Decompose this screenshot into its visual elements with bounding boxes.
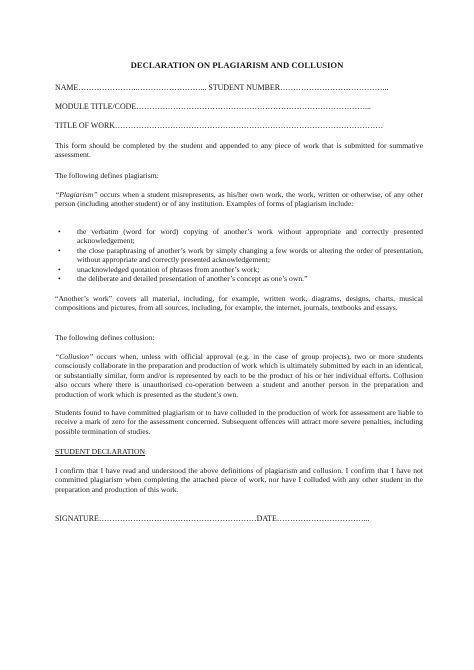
bullet-icon: • (58, 245, 61, 255)
anothers-work-paragraph: “Another’s work” covers all material, including, for example, written work, diagrams, designs, charts, musical compositions and pictures, from all sources, including, for example, the internet, journals, textbooks and essays. (55, 294, 423, 313)
list-item: • the close paraphrasing of another’s work by simply changing a few words or altering the order of presentation, without appropriate and correctly presented acknowledgement; (58, 245, 423, 265)
collusion-heading: The following defines collusion: (55, 333, 155, 342)
page-title: DECLARATION ON PLAGIARISM AND COLLUSION (130, 60, 344, 70)
bullet-icon: • (58, 264, 61, 274)
collusion-definition-text: occurs when, unless with official approval (e.g. in the case of group projects), two or more students consciously collaborate in the preparation and production of work which is ultimately submitted by each in an identical, or substantially similar, form and/or is represented by each to be the product of his or her individual efforts. Collusion also occurs where there is unauthorised co-operation between a student and another person in the preparation and production of work which is presented as the student’s own. (55, 352, 423, 399)
list-item: • the verbatim (word for word) copying of another’s work without appropriate and correctly presented acknowledgement; (58, 227, 423, 246)
list-item: • unacknowledged quotation of phrases from another’s work; (58, 264, 260, 274)
module-title-code-field[interactable]: MODULE TITLE/CODE……………………………………………………………………………... (55, 102, 371, 111)
title-of-work-field[interactable]: TITLE OF WORK………………………………………………………………………………………… (55, 121, 384, 130)
penalty-paragraph: Students found to have committed plagiarism or to have colluded in the production of work for assessment are liable to receive a mark of zero for the assessment concerned. Subsequent offences will attract more severe penalties, including possible termination of studies. (55, 408, 423, 436)
plagiarism-definition-text: occurs when a student misrepresents, as his/her own work, the work, written or otherwise, of any other person (including another student) or of any institution. Examples of forms of plagiarism include: (55, 190, 423, 209)
plagiarism-forms-list (55, 227, 423, 283)
plagiarism-heading: The following defines plagiarism: (55, 171, 159, 180)
plagiarism-definition (55, 190, 423, 209)
list-item: • the deliberate and detailed presentation of another’s concept as one’s own.” (58, 274, 308, 284)
bullet-icon: • (58, 227, 61, 236)
collusion-definition (55, 352, 423, 399)
plagiarism-term: “Plagiarism” (55, 190, 98, 199)
signature-date-field[interactable]: SIGNATURE……………………………………………………DATE……………………………... (55, 514, 370, 523)
intro-paragraph: This form should be completed by the student and appended to any piece of work that is submitted for summative assessment. (55, 141, 423, 160)
declaration-paragraph: I confirm that I have read and understood the above definitions of plagiarism and collusion. I confirm that I have not committed plagiarism when completing the attached piece of work, nor have I colluded with any other student in the preparation and production of this work. (55, 466, 423, 494)
name-student-number-field[interactable]: NAME…………………..……………………... STUDENT NUMBER…………………………………... (55, 83, 389, 92)
collusion-term: “Collusion” (55, 352, 94, 361)
bullet-icon: • (58, 274, 61, 284)
student-declaration-heading: STUDENT DECLARATION (55, 447, 146, 456)
